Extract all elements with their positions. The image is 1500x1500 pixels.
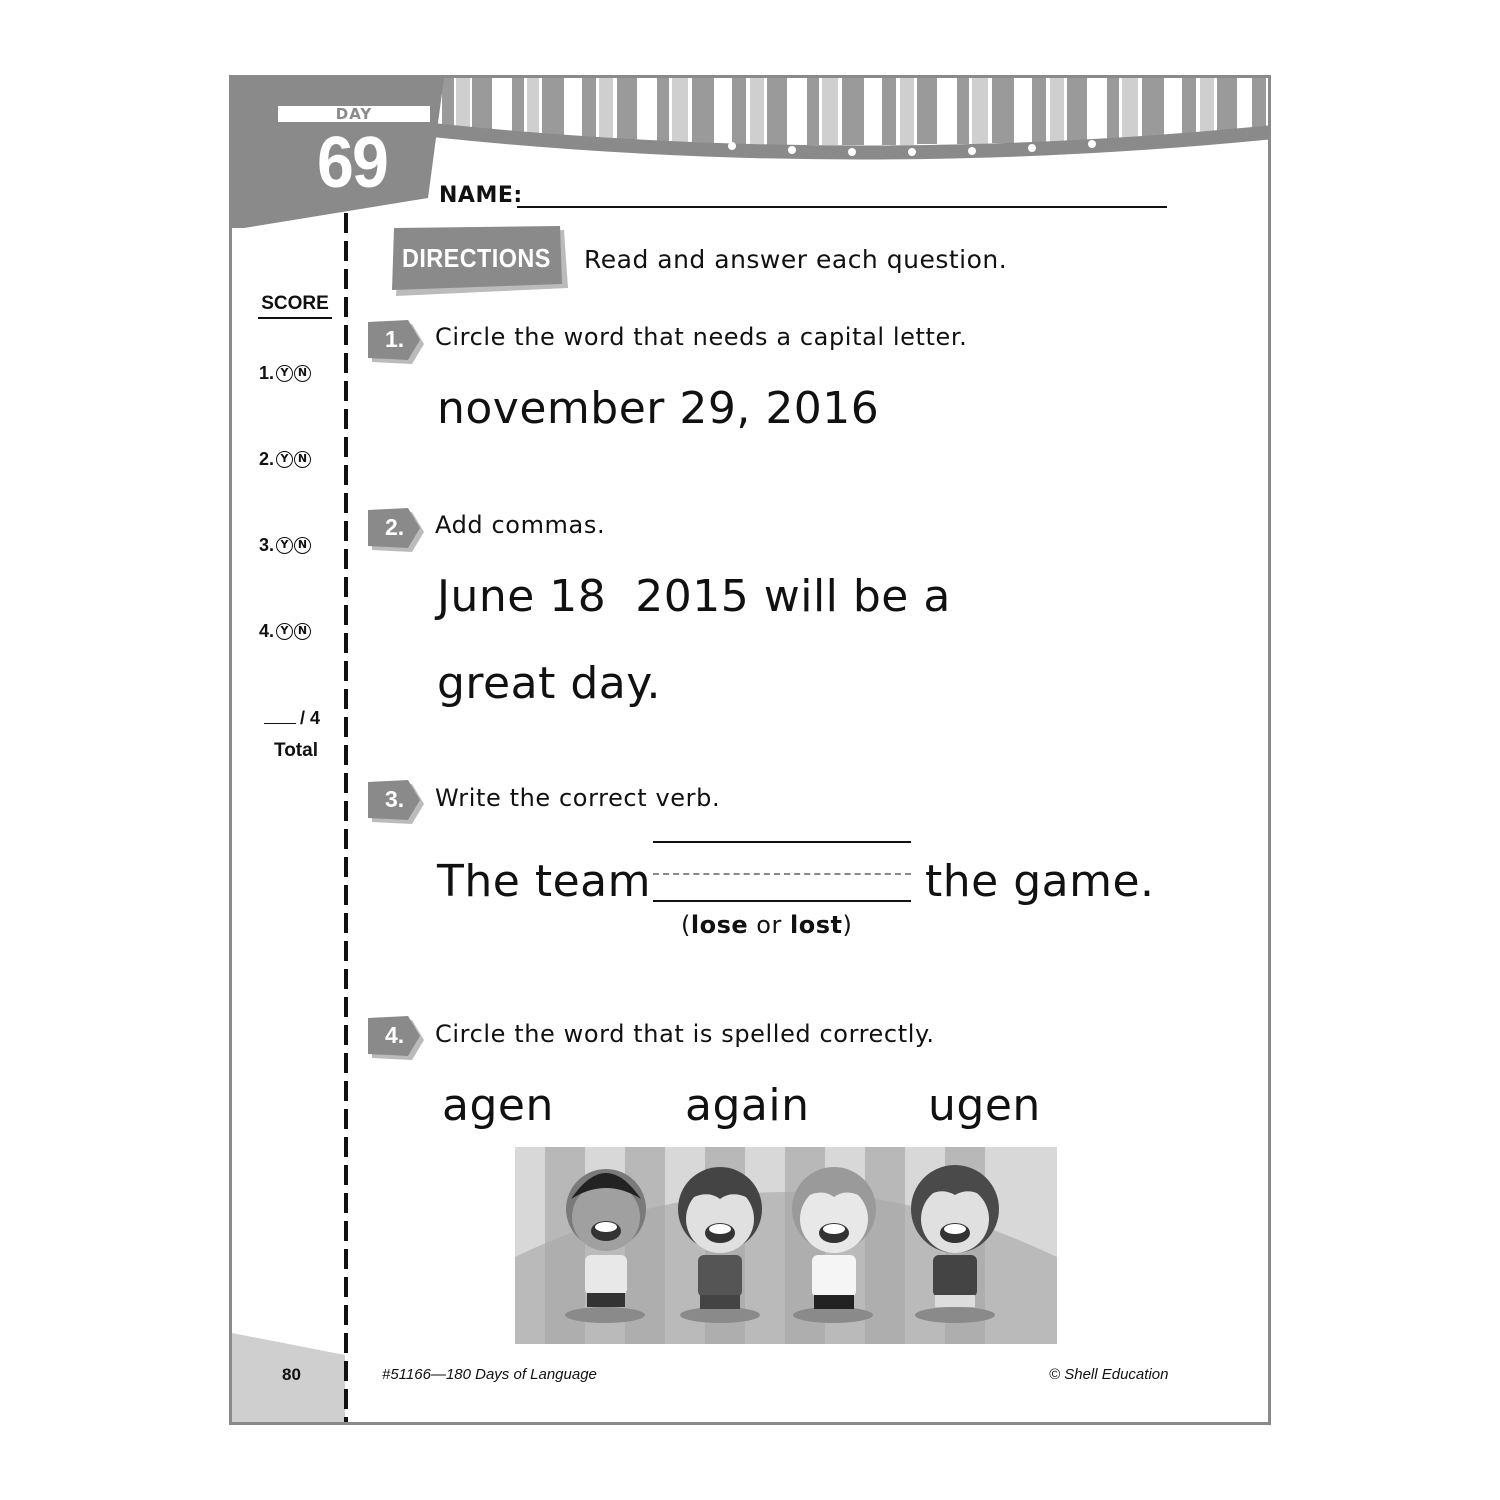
total-denominator: / 4 xyxy=(300,708,321,728)
score-item-label: 2. xyxy=(259,449,275,469)
question-3-sentence-end: the game. xyxy=(925,856,1155,907)
word-choice-2[interactable]: again xyxy=(685,1080,810,1131)
day-number: 69 xyxy=(316,123,388,203)
word-choice-1[interactable]: agen xyxy=(442,1080,554,1131)
verb-or: or xyxy=(756,911,782,939)
score-item-label: 1. xyxy=(259,363,275,383)
total-blank[interactable] xyxy=(264,723,296,724)
page-number: 80 xyxy=(282,1365,301,1384)
word-choice-3[interactable]: ugen xyxy=(928,1080,1041,1131)
dashed-divider xyxy=(344,213,348,1425)
yes-circle[interactable]: Y xyxy=(276,623,293,640)
footer-book-title: #51166—180 Days of Language xyxy=(382,1366,597,1383)
directions-text: Read and answer each question. xyxy=(584,245,1008,274)
yes-circle[interactable]: Y xyxy=(276,365,293,382)
question-1-number: 1. xyxy=(385,326,405,352)
verb-option-2: lost xyxy=(790,911,843,939)
kids-illustration xyxy=(515,1147,1057,1344)
question-4-number: 4. xyxy=(385,1022,405,1048)
question-3-number: 3. xyxy=(385,786,405,812)
question-2-number: 2. xyxy=(385,514,405,540)
no-circle[interactable]: N xyxy=(294,451,311,468)
score-item-1 xyxy=(259,363,311,384)
score-item-4 xyxy=(259,621,311,642)
question-4-prompt: Circle the word that is spelled correctly. xyxy=(435,1020,935,1048)
question-2-line-2: great day. xyxy=(437,658,661,709)
worksheet-page xyxy=(229,75,1271,1425)
name-label: NAME: xyxy=(439,183,523,208)
score-title: SCORE xyxy=(258,293,332,319)
no-circle[interactable]: N xyxy=(294,365,311,382)
writing-line-top xyxy=(653,841,911,843)
writing-line-middle xyxy=(653,873,911,875)
score-column xyxy=(232,228,345,1425)
total-fraction xyxy=(264,708,320,729)
stripe-banner xyxy=(432,78,1271,168)
score-item-label: 3. xyxy=(259,535,275,555)
question-3-sentence-start: The team xyxy=(437,856,651,907)
question-1-content[interactable]: november 29, 2016 xyxy=(437,383,880,434)
question-2-prompt: Add commas. xyxy=(435,511,606,539)
yes-circle[interactable]: Y xyxy=(276,537,293,554)
question-2-line-1[interactable]: June 18 2015 will be a xyxy=(437,571,951,622)
day-label: DAY xyxy=(278,106,430,122)
writing-line-baseline[interactable] xyxy=(653,900,911,902)
no-circle[interactable]: N xyxy=(294,537,311,554)
score-item-3 xyxy=(259,535,311,556)
score-item-2 xyxy=(259,449,311,470)
question-1-prompt: Circle the word that needs a capital letter. xyxy=(435,323,968,351)
no-circle[interactable]: N xyxy=(294,623,311,640)
name-input-line[interactable] xyxy=(517,206,1167,208)
verb-option-1: lose xyxy=(690,911,749,939)
directions-label: DIRECTIONS xyxy=(402,243,551,273)
score-item-label: 4. xyxy=(259,621,275,641)
total-label: Total xyxy=(274,740,318,761)
question-3-prompt: Write the correct verb. xyxy=(435,784,721,812)
verb-choices: (lose or lost) xyxy=(681,911,853,939)
yes-circle[interactable]: Y xyxy=(276,451,293,468)
footer-copyright: © Shell Education xyxy=(1049,1366,1169,1383)
